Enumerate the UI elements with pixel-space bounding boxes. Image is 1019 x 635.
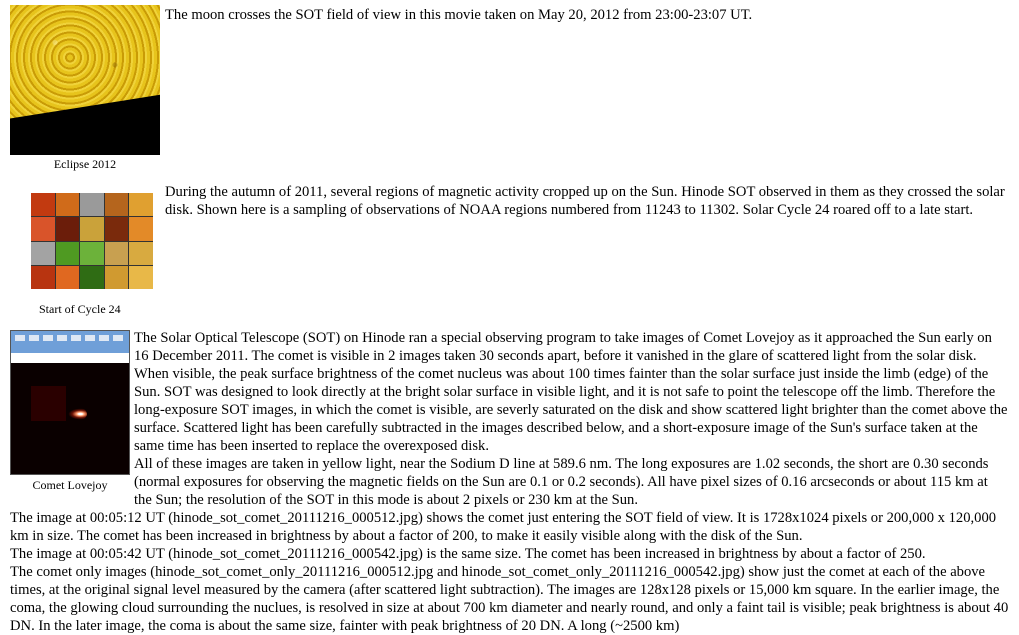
cycle24-caption: Start of Cycle 24 bbox=[39, 302, 121, 316]
comet-paragraph-3: The image at 00:05:12 UT (hinode_sot_comet_20111216_000512.jpg) shows the comet just entering the SOT field of view. It is 1728x1024 pixels or 200,000 x 120,000 km in size. The comet has been increased in brightness by about a factor of 200, to make it easily visible along with the disk of the Sun. bbox=[10, 510, 997, 544]
eclipse-thumbnail-link[interactable] bbox=[10, 5, 160, 155]
eclipse-thumbnail[interactable] bbox=[10, 5, 160, 155]
eclipse-entry bbox=[10, 5, 160, 171]
comet-paragraph-4: The image at 00:05:42 UT (hinode_sot_comet_20111216_000542.jpg) is the same size. The comet has been increased in brightness by about a factor of 250. bbox=[10, 546, 926, 562]
comet-thumbnail-link[interactable] bbox=[10, 330, 130, 475]
cycle24-entry bbox=[10, 193, 160, 316]
cycle24-mosaic-thumbnail[interactable] bbox=[31, 193, 153, 289]
comet-paragraph-1: The Solar Optical Telescope (SOT) on Hinode ran a special observing program to take images of Comet Lovejoy as it approached the Sun early on 16 December 2011. The comet is visible in 2 images taken 30 seconds apart, before it vanished in the glare of scattered light from the solar disk. When visible, the peak surface brightness of the comet nucleus was about 100 times fainter than the solar surface just inside the limb (edge) of the Sun. SOT was designed to look directly at the bright solar surface in visible light, and it is not safe to point the telescope off the limb. Therefore the long-exposure SOT images, in which the comet is visible, are severly saturated on the disk and show scattered light brighter than the comet above the surface. Scattered light has been carefully subtracted in the images described below, and a short-exposure image of the Sun's surface taken at the same time has been inserted to replace the overexposed disk. bbox=[134, 330, 1008, 454]
cycle24-description: During the autumn of 2011, several regions of magnetic activity cropped up on the Sun. Hinode SOT observed in them as they crossed the solar disk. Shown here is a sampling of observations of NOAA regions numbered from 11243 to 11302. Solar Cycle 24 roared off to a late start. bbox=[165, 184, 1005, 218]
comet-paragraph-2: All of these images are taken in yellow light, near the Sodium D line at 589.6 nm. The long exposures are 1.02 seconds, the short are 0.30 seconds (normal exposures for observing the magnetic fields on the Sun are 0.1 or 0.2 seconds). All have pixel sizes of 0.16 arcseconds or about 115 km at the Sun; the resolution of the SOT in this mode is about 2 pixels or 230 km at the Sun. bbox=[134, 456, 989, 508]
comet-screenshot-thumbnail[interactable] bbox=[10, 330, 130, 475]
eclipse-description: The moon crosses the SOT field of view in this movie taken on May 20, 2012 from 23:00-23:07 UT. bbox=[165, 7, 753, 23]
comet-paragraph-5: The comet only images (hinode_sot_comet_only_20111216_000512.jpg and hinode_sot_comet_only_20111216_000542.jpg) show just the comet at each of the above times, at the original signal level measured by the camera (after scattered light subtraction). The images are 128x128 pixels or 15,000 km square. In the earlier image, the coma, the glowing cloud surrounding the nuclues, is resolved in size at about 700 km diameter and nearly round, and only a faint tail is visible; peak brightness is about 40 DN. In the later image, the coma is about the same size, fainter with peak brightness of 20 DN. A long (~2500 km) bbox=[10, 564, 1009, 634]
comet-entry bbox=[10, 330, 130, 492]
cycle24-thumbnail-link[interactable] bbox=[17, 193, 153, 289]
comet-caption: Comet Lovejoy bbox=[32, 478, 108, 492]
eclipse-caption: Eclipse 2012 bbox=[53, 157, 117, 171]
